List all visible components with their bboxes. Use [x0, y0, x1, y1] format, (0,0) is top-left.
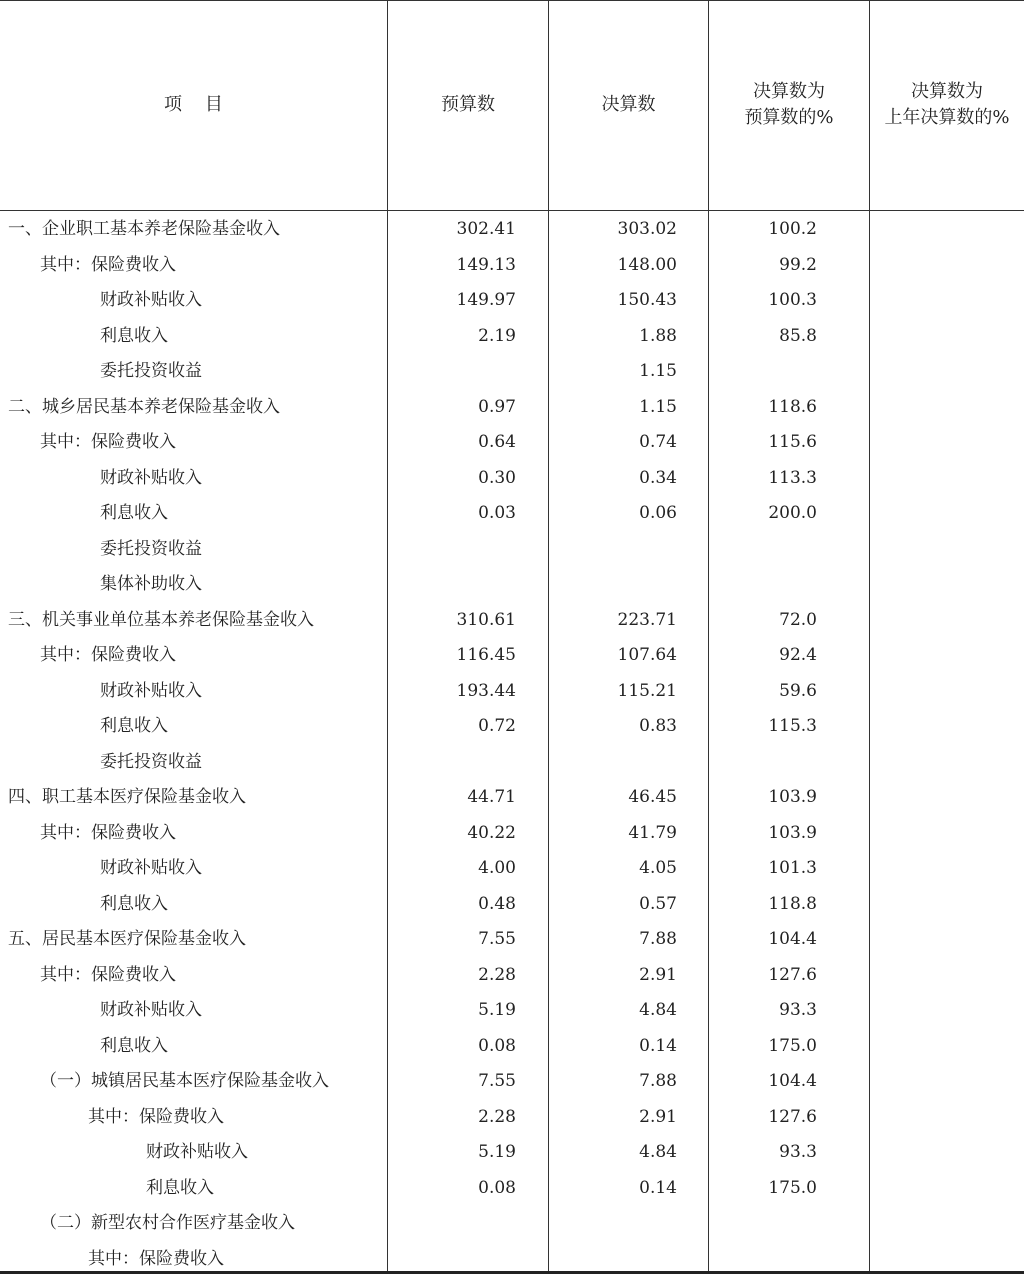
pct-budget-value: 200.0 — [709, 496, 817, 532]
row-label: 四、职工基本医疗保险基金收入 — [8, 780, 246, 816]
table-row — [0, 1171, 1024, 1207]
pct-prev-value — [870, 1135, 990, 1171]
pct-prev-value — [870, 283, 990, 319]
final-value: 107.64 — [548, 638, 677, 674]
table-row — [0, 390, 1024, 426]
final-value: 2.91 — [548, 958, 677, 994]
budget-value: 302.41 — [388, 212, 516, 248]
pct-budget-value: 127.6 — [709, 958, 817, 994]
pct-budget-value: 99.2 — [709, 248, 817, 284]
table-row — [0, 674, 1024, 710]
header-item-label: 项 目 — [164, 92, 223, 118]
pct-budget-value: 118.8 — [709, 887, 817, 923]
table-row — [0, 319, 1024, 355]
row-label: 其中：保险费收入 — [88, 1100, 224, 1136]
budget-value: 40.22 — [388, 816, 516, 852]
row-label: 集体补助收入 — [100, 567, 202, 603]
table-row — [0, 461, 1024, 497]
final-value: 7.88 — [548, 1064, 677, 1100]
final-value: 0.34 — [548, 461, 677, 497]
final-value — [548, 1206, 677, 1242]
table-row — [0, 1206, 1024, 1242]
pct-budget-value — [709, 354, 817, 390]
pct-budget-value: 103.9 — [709, 780, 817, 816]
budget-value: 0.97 — [388, 390, 516, 426]
final-value: 303.02 — [548, 212, 677, 248]
pct-prev-value — [870, 1171, 990, 1207]
row-label: 三、机关事业单位基本养老保险基金收入 — [8, 603, 314, 639]
row-label: 财政补贴收入 — [100, 461, 202, 497]
pct-prev-value — [870, 638, 990, 674]
pct-budget-value: 100.2 — [709, 212, 817, 248]
final-value: 46.45 — [548, 780, 677, 816]
header-pct-budget — [709, 0, 869, 210]
pct-prev-value — [870, 212, 990, 248]
budget-value: 310.61 — [388, 603, 516, 639]
final-value: 223.71 — [548, 603, 677, 639]
budget-value — [388, 532, 516, 568]
pct-prev-value — [870, 1029, 990, 1065]
pct-budget-value: 115.6 — [709, 425, 817, 461]
row-label: 利息收入 — [100, 1029, 168, 1065]
row-label: 利息收入 — [100, 319, 168, 355]
pct-budget-value: 101.3 — [709, 851, 817, 887]
budget-value — [388, 567, 516, 603]
budget-value: 149.13 — [388, 248, 516, 284]
pct-prev-value — [870, 496, 990, 532]
row-label: （二）新型农村合作医疗基金收入 — [40, 1206, 295, 1242]
pct-budget-value: 104.4 — [709, 922, 817, 958]
budget-value: 5.19 — [388, 1135, 516, 1171]
header-pct-prev — [870, 0, 1024, 210]
table-row — [0, 958, 1024, 994]
final-value — [548, 745, 677, 781]
final-value: 0.57 — [548, 887, 677, 923]
header-pct-prev-line1: 决算数为 — [911, 79, 983, 105]
pct-prev-value — [870, 390, 990, 426]
pct-prev-value — [870, 922, 990, 958]
budget-value: 149.97 — [388, 283, 516, 319]
table-row — [0, 532, 1024, 568]
table-row — [0, 1064, 1024, 1100]
header-separator — [0, 210, 1024, 211]
pct-budget-value: 175.0 — [709, 1171, 817, 1207]
pct-prev-value — [870, 567, 990, 603]
row-label: 其中：保险费收入 — [40, 248, 176, 284]
row-label: 其中：保险费收入 — [40, 425, 176, 461]
header-final — [549, 0, 708, 210]
table-row — [0, 709, 1024, 745]
final-value: 1.15 — [548, 354, 677, 390]
pct-prev-value — [870, 248, 990, 284]
budget-value: 0.03 — [388, 496, 516, 532]
final-value: 4.05 — [548, 851, 677, 887]
table-row — [0, 1242, 1024, 1277]
final-value: 2.91 — [548, 1100, 677, 1136]
header-item — [0, 0, 387, 210]
pct-prev-value — [870, 354, 990, 390]
row-label: 其中：保险费收入 — [88, 1242, 224, 1277]
row-label: 利息收入 — [100, 709, 168, 745]
table-row — [0, 283, 1024, 319]
budget-value: 2.28 — [388, 958, 516, 994]
row-label: 财政补贴收入 — [146, 1135, 248, 1171]
row-label: 财政补贴收入 — [100, 993, 202, 1029]
pct-budget-value: 85.8 — [709, 319, 817, 355]
table-row — [0, 745, 1024, 781]
table-row — [0, 1135, 1024, 1171]
pct-prev-value — [870, 1242, 990, 1277]
pct-budget-value — [709, 745, 817, 781]
table-row — [0, 1100, 1024, 1136]
header-budget-label: 预算数 — [441, 92, 495, 118]
row-label: 财政补贴收入 — [100, 851, 202, 887]
table-row — [0, 816, 1024, 852]
table-row — [0, 603, 1024, 639]
row-label: 委托投资收益 — [100, 354, 202, 390]
table-row — [0, 496, 1024, 532]
row-label: （一）城镇居民基本医疗保险基金收入 — [40, 1064, 329, 1100]
row-label: 其中：保险费收入 — [40, 958, 176, 994]
pct-budget-value: 118.6 — [709, 390, 817, 426]
row-label: 委托投资收益 — [100, 745, 202, 781]
pct-budget-value: 59.6 — [709, 674, 817, 710]
budget-value — [388, 745, 516, 781]
pct-prev-value — [870, 780, 990, 816]
row-label: 其中：保险费收入 — [40, 638, 176, 674]
pct-prev-value — [870, 1064, 990, 1100]
pct-budget-value: 92.4 — [709, 638, 817, 674]
header-pct-budget-line2: 预算数的% — [744, 105, 833, 131]
pct-prev-value — [870, 1100, 990, 1136]
row-label: 财政补贴收入 — [100, 674, 202, 710]
budget-value: 193.44 — [388, 674, 516, 710]
pct-prev-value — [870, 603, 990, 639]
header-pct-budget-line1: 决算数为 — [753, 79, 825, 105]
budget-value: 0.08 — [388, 1171, 516, 1207]
row-label: 利息收入 — [100, 887, 168, 923]
budget-value: 4.00 — [388, 851, 516, 887]
pct-budget-value — [709, 1242, 817, 1277]
final-value: 0.14 — [548, 1171, 677, 1207]
header-final-label: 决算数 — [602, 92, 656, 118]
budget-value: 2.28 — [388, 1100, 516, 1136]
final-value: 4.84 — [548, 1135, 677, 1171]
table-row — [0, 1029, 1024, 1065]
table-row — [0, 425, 1024, 461]
pct-prev-value — [870, 425, 990, 461]
pct-budget-value — [709, 567, 817, 603]
budget-value: 2.19 — [388, 319, 516, 355]
budget-value: 7.55 — [388, 922, 516, 958]
final-value: 148.00 — [548, 248, 677, 284]
pct-prev-value — [870, 958, 990, 994]
budget-value — [388, 1206, 516, 1242]
pct-budget-value: 115.3 — [709, 709, 817, 745]
row-label: 委托投资收益 — [100, 532, 202, 568]
table-row — [0, 851, 1024, 887]
table-row — [0, 248, 1024, 284]
pct-prev-value — [870, 709, 990, 745]
final-value: 1.15 — [548, 390, 677, 426]
pct-prev-value — [870, 532, 990, 568]
budget-value: 116.45 — [388, 638, 516, 674]
pct-prev-value — [870, 674, 990, 710]
final-value — [548, 567, 677, 603]
row-label: 一、企业职工基本养老保险基金收入 — [8, 212, 280, 248]
row-label: 五、居民基本医疗保险基金收入 — [8, 922, 246, 958]
pct-prev-value — [870, 745, 990, 781]
pct-prev-value — [870, 993, 990, 1029]
header-pct-prev-line2: 上年决算数的% — [884, 105, 1009, 131]
table-row — [0, 780, 1024, 816]
row-label: 财政补贴收入 — [100, 283, 202, 319]
pct-budget-value: 72.0 — [709, 603, 817, 639]
final-value: 7.88 — [548, 922, 677, 958]
budget-value — [388, 1242, 516, 1277]
budget-value: 0.72 — [388, 709, 516, 745]
table-row — [0, 887, 1024, 923]
table-row — [0, 567, 1024, 603]
final-value: 0.74 — [548, 425, 677, 461]
final-value: 0.83 — [548, 709, 677, 745]
budget-value — [388, 354, 516, 390]
final-value: 4.84 — [548, 993, 677, 1029]
row-label: 利息收入 — [146, 1171, 214, 1207]
pct-prev-value — [870, 887, 990, 923]
pct-budget-value — [709, 532, 817, 568]
final-value: 150.43 — [548, 283, 677, 319]
final-value: 115.21 — [548, 674, 677, 710]
table-row — [0, 354, 1024, 390]
row-label: 其中：保险费收入 — [40, 816, 176, 852]
pct-prev-value — [870, 851, 990, 887]
table-row — [0, 993, 1024, 1029]
pct-budget-value — [709, 1206, 817, 1242]
pct-budget-value: 104.4 — [709, 1064, 817, 1100]
budget-value: 0.30 — [388, 461, 516, 497]
budget-value: 44.71 — [388, 780, 516, 816]
header-budget — [388, 0, 548, 210]
table-row — [0, 212, 1024, 248]
pct-budget-value: 113.3 — [709, 461, 817, 497]
pct-budget-value: 127.6 — [709, 1100, 817, 1136]
row-label: 利息收入 — [100, 496, 168, 532]
table-row — [0, 638, 1024, 674]
pct-budget-value: 93.3 — [709, 1135, 817, 1171]
final-value — [548, 1242, 677, 1277]
pct-prev-value — [870, 461, 990, 497]
pct-budget-value: 93.3 — [709, 993, 817, 1029]
pct-budget-value: 100.3 — [709, 283, 817, 319]
pct-budget-value: 175.0 — [709, 1029, 817, 1065]
pct-prev-value — [870, 1206, 990, 1242]
row-label: 二、城乡居民基本养老保险基金收入 — [8, 390, 280, 426]
budget-value: 0.48 — [388, 887, 516, 923]
budget-value: 0.08 — [388, 1029, 516, 1065]
final-value: 0.06 — [548, 496, 677, 532]
pct-budget-value: 103.9 — [709, 816, 817, 852]
final-value — [548, 532, 677, 568]
final-value: 0.14 — [548, 1029, 677, 1065]
pct-prev-value — [870, 319, 990, 355]
budget-value: 0.64 — [388, 425, 516, 461]
final-value: 1.88 — [548, 319, 677, 355]
pct-prev-value — [870, 816, 990, 852]
final-value: 41.79 — [548, 816, 677, 852]
table-row — [0, 922, 1024, 958]
budget-value: 5.19 — [388, 993, 516, 1029]
budget-value: 7.55 — [388, 1064, 516, 1100]
